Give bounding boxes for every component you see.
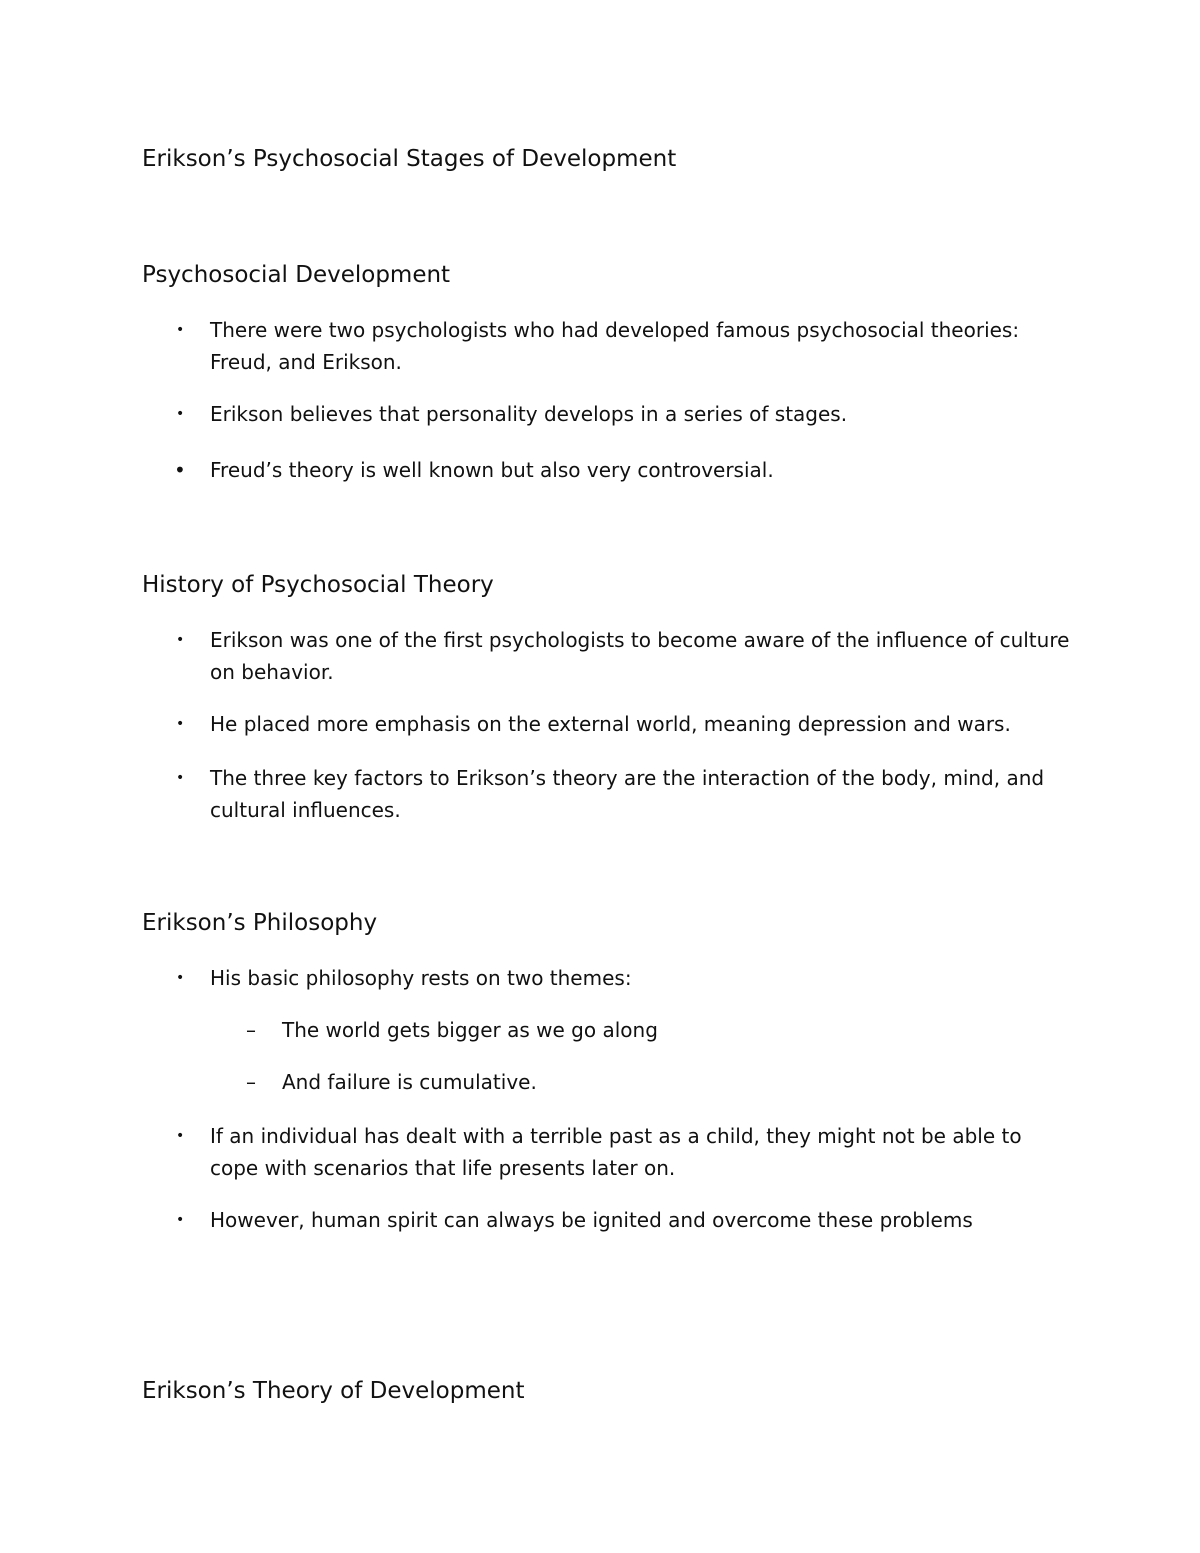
bullet-text: However, human spirit can always be ignited and overcome these problems — [210, 1208, 973, 1232]
dash-marker: – — [246, 1018, 256, 1042]
dash-marker: – — [246, 1070, 256, 1094]
sub-bullet-text: And failure is cumulative. — [282, 1070, 537, 1094]
bullet-marker: • — [176, 716, 185, 732]
bullet-text: There were two psychologists who had developed famous psychosocial theories: Freud, and Erikson. — [210, 318, 1020, 374]
section-heading-theory-of-development: Erikson’s Theory of Development — [142, 1378, 525, 1404]
bullet-text: Erikson believes that personality develops in a series of stages. — [210, 402, 848, 426]
bullet-text: If an individual has dealt with a terrible past as a child, they might not be able to cope with scenarios that life presents later on. — [210, 1124, 1022, 1180]
bullet-marker: • — [176, 322, 185, 338]
section-heading-history: History of Psychosocial Theory — [142, 572, 494, 598]
bullet-text: He placed more emphasis on the external world, meaning depression and wars. — [210, 712, 1011, 736]
bullet-text: His basic philosophy rests on two themes: — [210, 966, 632, 990]
bullet-marker: • — [174, 458, 186, 482]
bullet-text: Freud’s theory is well known but also very controversial. — [210, 458, 774, 482]
document-title: Erikson’s Psychosocial Stages of Development — [142, 146, 677, 172]
bullet-marker: • — [176, 970, 185, 986]
section-heading-psychosocial-development: Psychosocial Development — [142, 262, 451, 288]
bullet-marker: • — [176, 1128, 185, 1144]
sub-bullet-text: The world gets bigger as we go along — [282, 1018, 658, 1042]
section-heading-philosophy: Erikson’s Philosophy — [142, 910, 378, 936]
bullet-text: The three key factors to Erikson’s theory are the interaction of the body, mind, and cultural influences. — [210, 766, 1045, 822]
bullet-marker: • — [176, 632, 185, 648]
bullet-text: Erikson was one of the first psychologists to become aware of the influence of culture on behavior. — [210, 628, 1070, 684]
bullet-marker: • — [176, 1212, 185, 1228]
bullet-marker: • — [176, 406, 185, 422]
bullet-marker: • — [176, 770, 185, 786]
